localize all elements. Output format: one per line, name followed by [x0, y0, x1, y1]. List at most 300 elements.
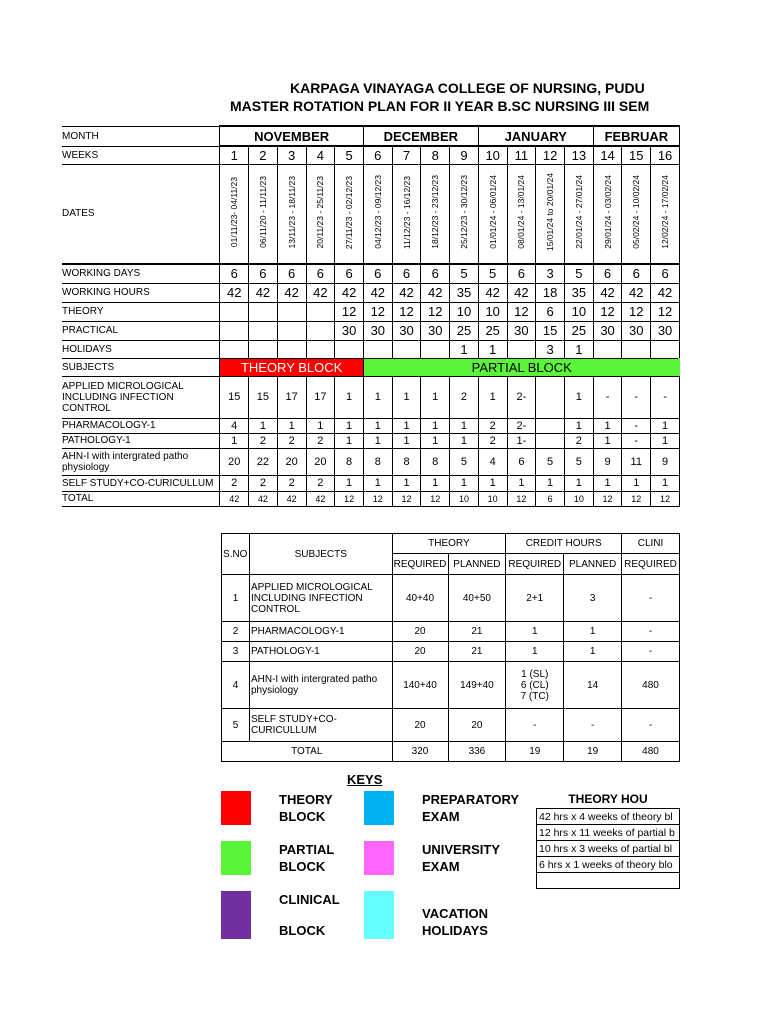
holidays-row: [62, 340, 680, 358]
value-cell: 42: [220, 491, 249, 506]
month-cell: NOVEMBER: [220, 126, 364, 146]
value-cell: -: [622, 433, 651, 448]
theory-plan-cell: 149+40: [448, 662, 506, 709]
date-cell: [450, 164, 479, 264]
sno-cell: 3: [222, 642, 250, 662]
value-cell: [392, 340, 421, 358]
weeks-row-label: WEEKS: [62, 146, 220, 164]
date-text: 12/02/24 - 17/02/24: [660, 175, 671, 250]
value-cell: [249, 321, 278, 340]
value-cell: 30: [363, 321, 392, 340]
dates-row: [62, 164, 680, 264]
month-cell: JANUARY: [478, 126, 593, 146]
value-cell: [277, 302, 306, 321]
value-cell: 42: [363, 283, 392, 302]
key-label-line2: EXAM: [422, 809, 460, 824]
value-cell: 1: [593, 475, 622, 491]
key-label-line2: BLOCK: [279, 859, 326, 874]
sno-cell: 1: [222, 575, 250, 622]
key-label-line1: PARTIAL: [279, 842, 335, 857]
value-cell: 1: [335, 475, 364, 491]
value-cell: [335, 340, 364, 358]
value-cell: 6: [651, 264, 680, 283]
date-text: 18/12/23 - 23/12/23: [430, 175, 441, 250]
value-cell: 2: [306, 433, 335, 448]
week-cell: 14: [593, 146, 622, 164]
key-label-line1: CLINICAL: [279, 892, 340, 907]
value-cell: 6: [507, 264, 536, 283]
value-cell: 2: [478, 433, 507, 448]
college-title: KARPAGA VINAYAGA COLLEGE OF NURSING, PUDU: [290, 80, 645, 96]
working-days-row: [62, 264, 680, 283]
value-cell: 1: [593, 418, 622, 433]
theory-header: THEORY: [392, 534, 506, 554]
value-cell: 11: [622, 448, 651, 475]
sno-cell: 2: [222, 622, 250, 642]
value-cell: 1: [277, 418, 306, 433]
date-text: 13/11/23 - 18/11/23: [286, 176, 297, 249]
value-cell: 30: [651, 321, 680, 340]
value-cell: 30: [507, 321, 536, 340]
week-cell: 1: [220, 146, 249, 164]
value-cell: 1: [450, 418, 479, 433]
value-cell: -: [622, 376, 651, 418]
date-text: 05/02/24 - 10/02/24: [631, 175, 642, 250]
total-theory-req: 320: [392, 742, 448, 762]
subject-cell: APPLIED MICROLOGICAL INCLUDING INFECTION CONTROL: [249, 575, 392, 622]
value-cell: 12: [392, 491, 421, 506]
value-cell: 42: [507, 283, 536, 302]
key-swatch: [221, 891, 251, 939]
theory-req-cell: 20: [392, 622, 448, 642]
value-cell: 1: [421, 376, 450, 418]
value-cell: 1: [536, 475, 565, 491]
value-cell: 1: [478, 475, 507, 491]
theory-req-cell: 40+40: [392, 575, 448, 622]
key-label-line1: VACATION: [422, 906, 488, 921]
value-cell: 42: [277, 283, 306, 302]
week-cell: 6: [363, 146, 392, 164]
value-cell: 8: [392, 448, 421, 475]
value-cell: 6: [593, 264, 622, 283]
planned-header: PLANNED: [564, 554, 622, 575]
value-cell: 2: [277, 475, 306, 491]
date-cell: [392, 164, 421, 264]
value-cell: 25: [564, 321, 593, 340]
value-cell: 15: [536, 321, 565, 340]
credit-req-cell: 1: [506, 622, 564, 642]
value-cell: 2: [478, 418, 507, 433]
credit-req-cell: 1 (SL) 6 (CL) 7 (TC): [506, 662, 564, 709]
value-cell: 6: [277, 264, 306, 283]
summary-row: [222, 622, 680, 642]
value-cell: 42: [306, 283, 335, 302]
value-cell: [421, 340, 450, 358]
key-label: [422, 791, 519, 825]
required-header: REQUIRED: [392, 554, 448, 575]
theory-req-cell: 140+40: [392, 662, 448, 709]
date-cell: [249, 164, 278, 264]
value-cell: 1: [651, 418, 680, 433]
value-cell: 2: [564, 433, 593, 448]
week-cell: 4: [306, 146, 335, 164]
value-cell: 18: [536, 283, 565, 302]
value-cell: 42: [622, 283, 651, 302]
key-swatch: [364, 891, 394, 939]
key-label-line2: HOLIDAYS: [422, 923, 488, 938]
value-cell: 1: [564, 418, 593, 433]
summary-row: [222, 662, 680, 709]
value-cell: 1: [335, 433, 364, 448]
value-cell: 15: [249, 376, 278, 418]
key-swatch: [221, 791, 251, 825]
value-cell: 1: [363, 418, 392, 433]
subject-row: [62, 475, 680, 491]
working-hours-row: [62, 283, 680, 302]
value-cell: [536, 418, 565, 433]
theory-hours-line: 12 hrs x 11 weeks of partial b: [537, 825, 680, 841]
total-clinical-req: 480: [622, 742, 680, 762]
value-cell: 10: [450, 302, 479, 321]
sno-cell: 4: [222, 662, 250, 709]
value-cell: 12: [363, 302, 392, 321]
value-cell: [622, 340, 651, 358]
value-cell: 12: [392, 302, 421, 321]
value-cell: 12: [651, 302, 680, 321]
date-text: 29/01/24 - 03/02/24: [602, 175, 613, 250]
value-cell: 35: [450, 283, 479, 302]
theory-hours-title: THEORY HOU: [568, 792, 648, 806]
value-cell: 3: [536, 340, 565, 358]
value-cell: [220, 340, 249, 358]
date-text: 01/01/24 - 06/01/24: [487, 175, 498, 250]
required-header: REQUIRED: [622, 554, 680, 575]
value-cell: 6: [536, 302, 565, 321]
value-cell: 42: [392, 283, 421, 302]
value-cell: 20: [306, 448, 335, 475]
value-cell: 5: [536, 448, 565, 475]
subject-cell: SELF STUDY+CO-CURICULLUM: [249, 709, 392, 742]
value-cell: 1: [249, 418, 278, 433]
value-cell: 2: [220, 475, 249, 491]
value-cell: 1: [564, 340, 593, 358]
subject-row: [62, 448, 680, 475]
value-cell: 12: [651, 491, 680, 506]
value-cell: 8: [421, 448, 450, 475]
date-cell: [478, 164, 507, 264]
key-label: [279, 891, 340, 939]
date-text: 04/12/23 - 09/12/23: [372, 175, 383, 250]
date-text: 15/01/24 to 20/01/24: [545, 173, 556, 252]
value-cell: 15: [220, 376, 249, 418]
value-cell: [277, 321, 306, 340]
theory-hours-row: [537, 809, 680, 825]
value-cell: 12: [593, 302, 622, 321]
partial-block-extension: [678, 358, 681, 376]
date-text: 01/11/23- 04/11/23: [229, 177, 240, 248]
value-cell: 1: [363, 433, 392, 448]
total-credit-plan: 19: [564, 742, 622, 762]
value-cell: 1: [507, 475, 536, 491]
credit-plan-cell: 14: [564, 662, 622, 709]
subject-label: PHARMACOLOGY-1: [62, 418, 220, 433]
value-cell: 1: [593, 433, 622, 448]
total-row: [62, 491, 680, 506]
value-cell: 4: [220, 418, 249, 433]
value-cell: 1: [421, 418, 450, 433]
value-cell: 12: [622, 491, 651, 506]
value-cell: 2: [450, 376, 479, 418]
value-cell: 12: [335, 302, 364, 321]
value-cell: 1: [421, 433, 450, 448]
week-cell: 5: [335, 146, 364, 164]
total-row-label: TOTAL: [62, 491, 220, 506]
date-cell: [507, 164, 536, 264]
summary-row: [222, 642, 680, 662]
value-cell: 1: [421, 475, 450, 491]
sno-header: S.NO: [222, 534, 250, 575]
value-cell: 6: [363, 264, 392, 283]
value-cell: 12: [335, 491, 364, 506]
value-cell: 1: [450, 433, 479, 448]
value-cell: 10: [450, 491, 479, 506]
value-cell: [249, 302, 278, 321]
value-cell: 1: [622, 475, 651, 491]
date-cell: [593, 164, 622, 264]
subjects-row-label: SUBJECTS: [62, 358, 220, 376]
clinical-header: CLINI: [622, 534, 680, 554]
subject-label: AHN-I with intergrated patho physiology: [62, 448, 220, 475]
value-cell: 8: [335, 448, 364, 475]
value-cell: 42: [651, 283, 680, 302]
date-text: 25/12/23 - 30/12/23: [458, 175, 469, 250]
week-cell: 15: [622, 146, 651, 164]
value-cell: 20: [220, 448, 249, 475]
value-cell: [220, 302, 249, 321]
working-days-row-label: WORKING DAYS: [62, 264, 220, 283]
value-cell: 1: [564, 475, 593, 491]
value-cell: -: [651, 376, 680, 418]
value-cell: 30: [593, 321, 622, 340]
week-cell: 8: [421, 146, 450, 164]
value-cell: 1: [335, 376, 364, 418]
credit-req-cell: 2+1: [506, 575, 564, 622]
total-label: TOTAL: [222, 742, 393, 762]
value-cell: 1: [651, 433, 680, 448]
value-cell: 42: [421, 283, 450, 302]
value-cell: 10: [564, 491, 593, 506]
date-text: 08/01/24 - 13/01/24: [516, 175, 527, 250]
value-cell: 9: [651, 448, 680, 475]
key-label-line2: EXAM: [422, 859, 460, 874]
value-cell: 6: [536, 491, 565, 506]
value-cell: 2: [277, 433, 306, 448]
summary-table: [221, 533, 680, 762]
theory-hours-table: [536, 790, 680, 889]
key-label: [422, 905, 488, 939]
value-cell: [220, 321, 249, 340]
value-cell: 12: [507, 491, 536, 506]
key-label-line1: UNIVERSITY: [422, 842, 501, 857]
theory-hours-row: [537, 825, 680, 841]
required-header: REQUIRED: [506, 554, 564, 575]
value-cell: 6: [392, 264, 421, 283]
value-cell: 30: [421, 321, 450, 340]
week-cell: 11: [507, 146, 536, 164]
subject-cell: PATHOLOGY-1: [249, 642, 392, 662]
month-row-label: MONTH: [62, 126, 220, 146]
value-cell: 2: [249, 475, 278, 491]
summary-total-row: [222, 742, 680, 762]
key-label-line1: THEORY: [279, 792, 333, 807]
value-cell: 12: [421, 302, 450, 321]
date-cell: [277, 164, 306, 264]
value-cell: [306, 321, 335, 340]
value-cell: 5: [450, 448, 479, 475]
value-cell: 6: [249, 264, 278, 283]
key-label: [422, 841, 500, 875]
date-cell: [421, 164, 450, 264]
credit-plan-cell: -: [564, 709, 622, 742]
subject-label: SELF STUDY+CO-CURICULLUM: [62, 475, 220, 491]
value-cell: 20: [277, 448, 306, 475]
value-cell: 22: [249, 448, 278, 475]
value-cell: 12: [622, 302, 651, 321]
value-cell: 9: [593, 448, 622, 475]
value-cell: 42: [249, 283, 278, 302]
value-cell: [507, 340, 536, 358]
clinical-req-cell: -: [622, 575, 680, 622]
key-label: [279, 791, 333, 825]
value-cell: [363, 340, 392, 358]
value-cell: 35: [564, 283, 593, 302]
value-cell: [249, 340, 278, 358]
week-cell: 3: [277, 146, 306, 164]
value-cell: 1: [450, 340, 479, 358]
value-cell: 2: [306, 475, 335, 491]
value-cell: 17: [306, 376, 335, 418]
theory-hours-line: 6 hrs x 1 weeks of theory blo: [537, 857, 680, 873]
subject-cell: AHN-I with intergrated patho physiology: [249, 662, 392, 709]
value-cell: 1: [478, 376, 507, 418]
value-cell: 42: [306, 491, 335, 506]
theory-plan-cell: 20: [448, 709, 506, 742]
date-cell: [220, 164, 249, 264]
value-cell: 1-: [507, 433, 536, 448]
value-cell: [277, 340, 306, 358]
date-cell: [536, 164, 565, 264]
key-swatch: [364, 841, 394, 875]
value-cell: [306, 302, 335, 321]
month-cell: FEBRUAR: [593, 126, 679, 146]
working-hours-row-label: WORKING HOURS: [62, 283, 220, 302]
date-cell: [564, 164, 593, 264]
date-cell: [651, 164, 680, 264]
value-cell: 1: [306, 418, 335, 433]
credit-hours-header: CREDIT HOURS: [506, 534, 622, 554]
value-cell: [536, 433, 565, 448]
date-text: 22/01/24 - 27/01/24: [573, 175, 584, 250]
sno-cell: 5: [222, 709, 250, 742]
theory-hours-line: 42 hrs x 4 weeks of theory bl: [537, 809, 680, 825]
date-cell: [363, 164, 392, 264]
value-cell: 42: [277, 491, 306, 506]
week-cell: 13: [564, 146, 593, 164]
value-cell: 1: [363, 376, 392, 418]
value-cell: 1: [392, 433, 421, 448]
value-cell: 2: [249, 433, 278, 448]
date-cell: [335, 164, 364, 264]
value-cell: 42: [478, 283, 507, 302]
key-label-line2: BLOCK: [279, 923, 326, 938]
subject-row: [62, 433, 680, 448]
value-cell: 1: [450, 475, 479, 491]
value-cell: [536, 376, 565, 418]
practical-row: [62, 321, 680, 340]
key-label: [279, 841, 334, 875]
value-cell: 12: [593, 491, 622, 506]
value-cell: -: [622, 418, 651, 433]
value-cell: [306, 340, 335, 358]
rotation-table: [62, 125, 680, 507]
key-label-line2: BLOCK: [279, 809, 326, 824]
clinical-req-cell: -: [622, 709, 680, 742]
credit-req-cell: -: [506, 709, 564, 742]
theory-hours-head: [537, 790, 680, 809]
value-cell: 30: [622, 321, 651, 340]
value-cell: [593, 340, 622, 358]
value-cell: 3: [536, 264, 565, 283]
month-row: [62, 126, 680, 146]
value-cell: 42: [593, 283, 622, 302]
summary-head-row: [222, 534, 680, 554]
value-cell: 1: [392, 418, 421, 433]
value-cell: 12: [421, 491, 450, 506]
value-cell: -: [593, 376, 622, 418]
value-cell: 10: [478, 302, 507, 321]
planned-header: PLANNED: [448, 554, 506, 575]
date-text: 06/11/20 - 11/11/23: [257, 176, 268, 249]
credit-plan-cell: 3: [564, 575, 622, 622]
value-cell: 1: [335, 418, 364, 433]
date-text: 20/11/23 - 25/11/23: [315, 176, 326, 249]
credit-plan-cell: 1: [564, 622, 622, 642]
theory-hours-row: [537, 857, 680, 873]
total-credit-req: 19: [506, 742, 564, 762]
value-cell: 30: [392, 321, 421, 340]
theory-hours-row: [537, 841, 680, 857]
subject-row: [62, 376, 680, 418]
value-cell: [651, 340, 680, 358]
value-cell: 1: [478, 340, 507, 358]
clinical-req-cell: -: [622, 622, 680, 642]
value-cell: 1: [363, 475, 392, 491]
credit-req-cell: 1: [506, 642, 564, 662]
subject-label: PATHOLOGY-1: [62, 433, 220, 448]
partial-block-cell: PARTIAL BLOCK: [363, 358, 679, 376]
theory-hours-line: [537, 873, 680, 889]
subject-label: APPLIED MICROLOGICAL INCLUDING INFECTION CONTROL: [62, 376, 220, 418]
value-cell: 5: [564, 448, 593, 475]
keys-heading: KEYS: [347, 772, 383, 787]
theory-req-cell: 20: [392, 709, 448, 742]
value-cell: 8: [363, 448, 392, 475]
date-cell: [306, 164, 335, 264]
week-cell: 9: [450, 146, 479, 164]
week-cell: 16: [651, 146, 680, 164]
summary-row: [222, 575, 680, 622]
week-cell: 12: [536, 146, 565, 164]
